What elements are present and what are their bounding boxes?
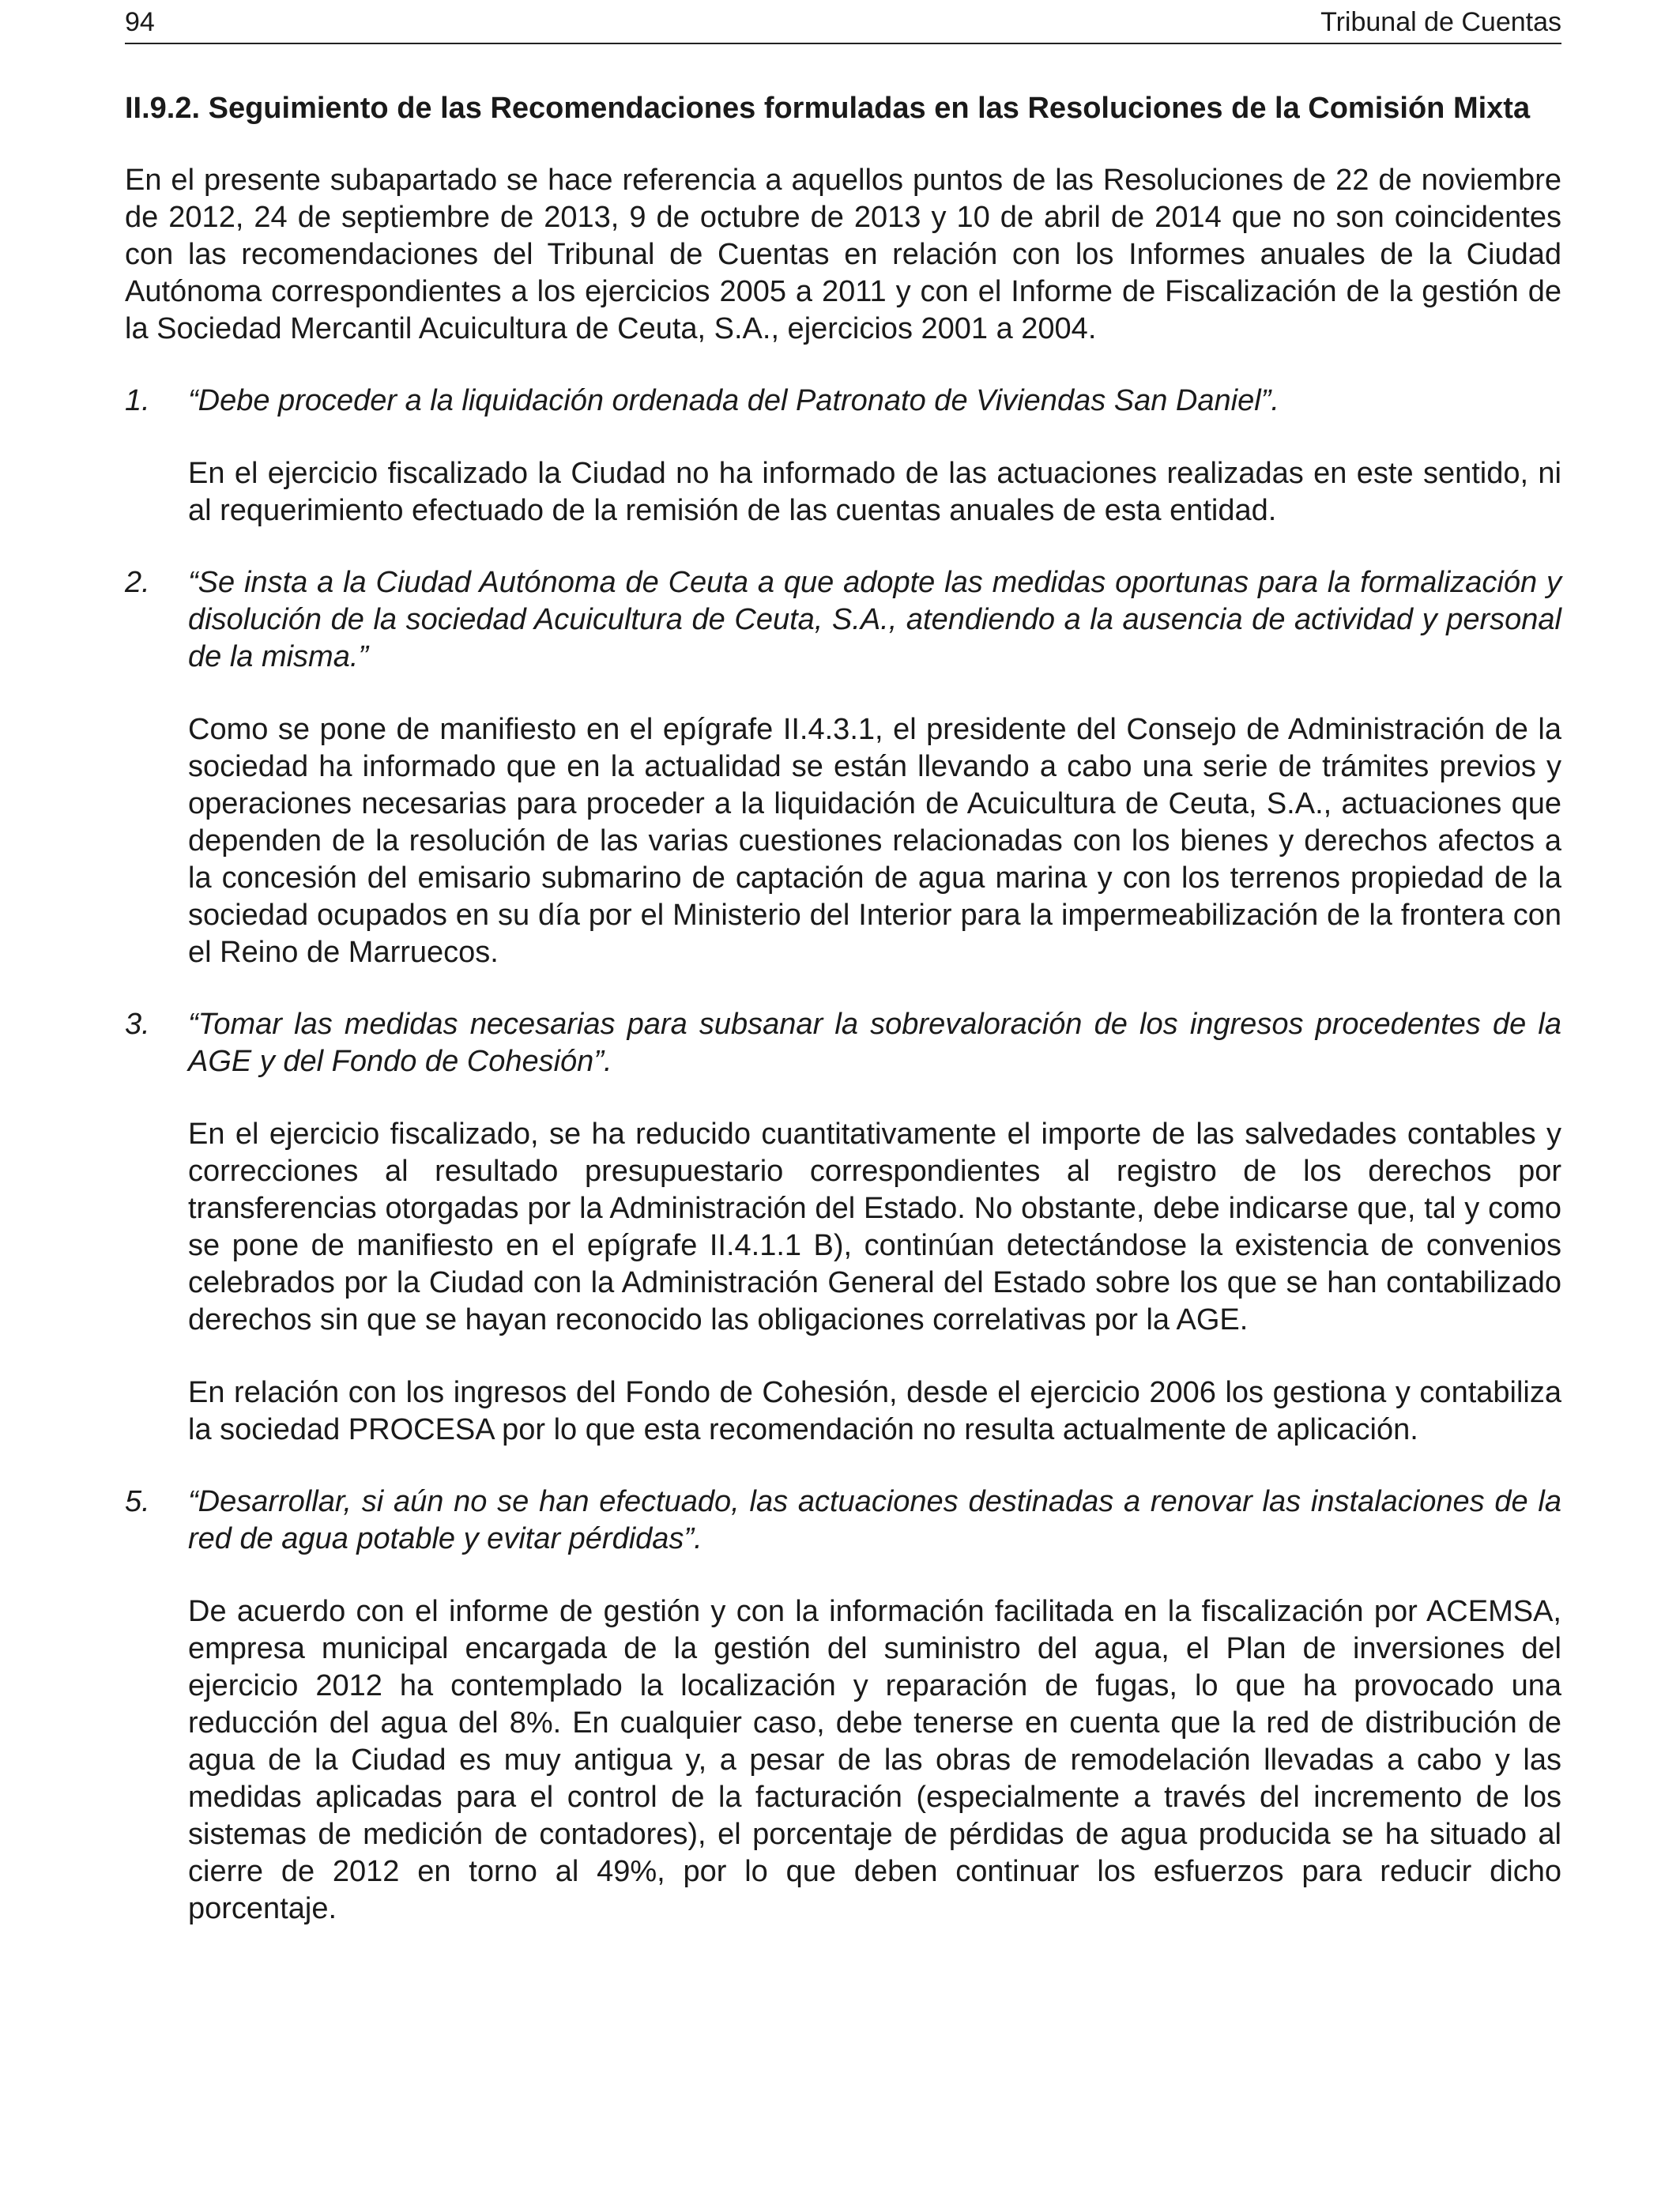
document-page bbox=[125, 0, 1561, 1928]
item-paragraph: En el ejercicio fiscalizado, se ha reducido cuantitativamente el importe de las salvedades contables y correcciones al resultado presupuestario correspondientes al registro de los derechos por transferencias otorgadas por la Administración del Estado. No obstante, debe indicarse que, tal y como se pone de manifiesto en el epígrafe II.4.1.1 B), continúan detectándose la existencia de convenios celebrados por la Ciudad con la Administración General del Estado sobre los que se han contabilizado derechos sin que se hayan reconocido las obligaciones correlativas por la AGE. bbox=[188, 1118, 1561, 1336]
recommendation-item bbox=[125, 383, 1561, 530]
recommendation-quote: “Desarrollar, si aún no se han efectuado, las actuaciones destinadas a renovar las instalaciones de la red de agua potable y evitar pérdidas”. bbox=[188, 1485, 1561, 1555]
recommendation-item bbox=[125, 1006, 1561, 1449]
recommendation-item bbox=[125, 1483, 1561, 1928]
recommendation-quote: “Se insta a la Ciudad Autónoma de Ceuta a que adopte las medidas oportunas para la formalización y disolución de la sociedad Acuicultura de Ceuta, S.A., atendiendo a la ausencia de actividad y personal de la misma.” bbox=[188, 566, 1561, 673]
item-paragraph: Como se pone de manifiesto en el epígrafe II.4.3.1, el presidente del Consejo de Administración de la sociedad ha informado que en la actualidad se están llevando a cabo una serie de trámites previos y operaciones necesarias para proceder a la liquidación de Acuicultura de Ceuta, S.A., actuaciones que dependen de la resolución de las varias cuestiones relacionadas con los bienes y derechos afectos a la concesión del emisario submarino de captación de agua marina y con los terrenos propiedad de la sociedad ocupados en su día por el Ministerio del Interior para la impermeabilización de la frontera con el Reino de Marruecos. bbox=[188, 713, 1561, 969]
item-number: 3. bbox=[125, 1008, 150, 1041]
section-heading: II.9.2. Seguimiento de las Recomendaciones formuladas en las Resoluciones de la Comisión Mixta bbox=[125, 92, 1531, 125]
item-number: 1. bbox=[125, 384, 150, 417]
page-header bbox=[125, 3, 1561, 44]
item-paragraph: En relación con los ingresos del Fondo de Cohesión, desde el ejercicio 2006 los gestiona y contabiliza la sociedad PROCESA por lo que esta recomendación no resulta actualmente de aplicación. bbox=[188, 1376, 1561, 1446]
running-title: Tribunal de Cuentas bbox=[1320, 7, 1561, 37]
item-paragraph: De acuerdo con el informe de gestión y con la información facilitada en la fiscalización por ACEMSA, empresa municipal encargada de la gestión del suministro del agua, el Plan de inversiones del ejercicio 2012 ha contemplado la localización y reparación de fugas, lo que ha provocado una reducción del agua del 8%. En cualquier caso, debe tenerse en cuenta que la red de distribución de agua de la Ciudad es muy antigua y, a pesar de las obras de remodelación llevadas a cabo y las medidas aplicadas para el control de la facturación (especialmente a través del incremento de los sistemas de medición de contadores), el porcentaje de pérdidas de agua producida se ha situado al cierre de 2012 en torno al 49%, por lo que deben continuar los esfuerzos para reducir dicho porcentaje. bbox=[188, 1595, 1561, 1925]
page-number: 94 bbox=[125, 7, 155, 37]
item-paragraph: En el ejercicio fiscalizado la Ciudad no ha informado de las actuaciones realizadas en este sentido, ni al requerimiento efectuado de la remisión de las cuentas anuales de esta entidad. bbox=[188, 457, 1561, 527]
recommendation-quote: “Debe proceder a la liquidación ordenada del Patronato de Viviendas San Daniel”. bbox=[188, 384, 1279, 417]
recommendation-item bbox=[125, 564, 1561, 971]
intro-paragraph: En el presente subapartado se hace referencia a aquellos puntos de las Resoluciones de 22 de noviembre de 2012, 24 de septiembre de 2013, 9 de octubre de 2013 y 10 de abril de 2014 que no son coincidentes con las recomendaciones del Tribunal de Cuentas en relación con los Informes anuales de la Ciudad Autónoma correspondientes a los ejercicios 2005 a 2011 y con el Informe de Fiscalización de la gestión de la Sociedad Mercantil Acuicultura de Ceuta, S.A., ejercicios 2001 a 2004. bbox=[125, 164, 1561, 345]
item-number: 5. bbox=[125, 1485, 150, 1518]
recommendation-quote: “Tomar las medidas necesarias para subsanar la sobrevaloración de los ingresos procedentes de la AGE y del Fondo de Cohesión”. bbox=[188, 1008, 1561, 1078]
item-number: 2. bbox=[125, 566, 150, 599]
